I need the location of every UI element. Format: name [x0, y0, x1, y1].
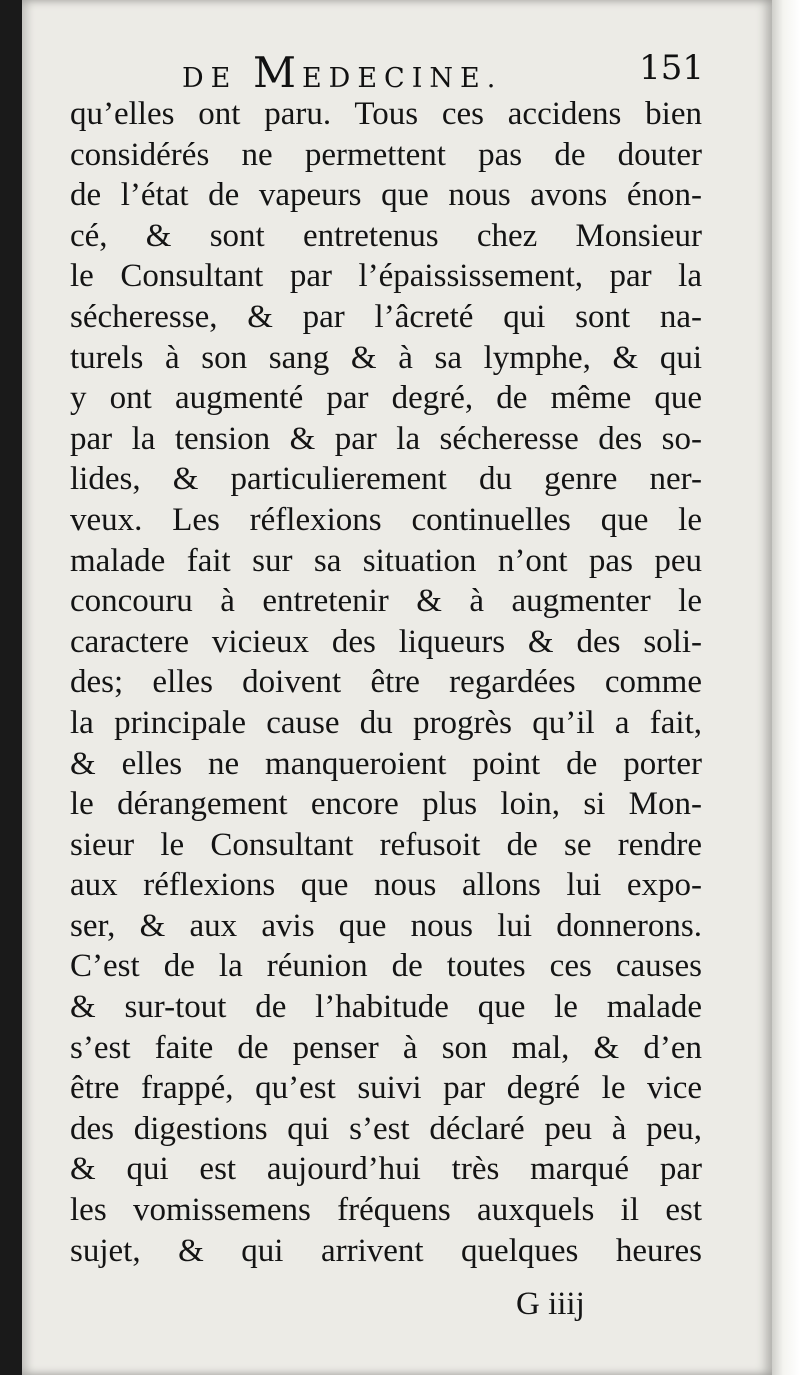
text-line: & qui est aujourd’hui très marqué par	[70, 1151, 702, 1188]
text-line: cé, & sont entretenus chez Monsieur	[70, 217, 702, 254]
text-line: sieur le Consultant refusoit de se rendre	[70, 826, 702, 863]
text-line: & elles ne manqueroient point de porter	[70, 745, 702, 782]
running-head-rest: EDECINE.	[301, 63, 503, 94]
page-header	[70, 38, 710, 97]
running-head-prefix: DE	[182, 63, 253, 94]
text-line: par la tension & par la sécheresse des so-	[70, 420, 702, 457]
text-line: aux réflexions que nous allons lui expo-	[70, 867, 702, 904]
text-line: & sur-tout de l’habitude que le malade	[70, 989, 702, 1026]
text-line: ser, & aux avis que nous lui donnerons.	[70, 907, 702, 944]
page-edge	[772, 0, 800, 1375]
text-line: s’est faite de penser à son mal, & d’en	[70, 1029, 702, 1066]
text-line: des; elles doivent être regardées comme	[70, 664, 702, 701]
text-line: caractere vicieux des liqueurs & des soli-	[70, 623, 702, 660]
text-line: C’est de la réunion de toutes ces causes	[70, 948, 702, 985]
text-line: considérés ne permettent pas de douter	[70, 136, 702, 173]
text-line: turels à son sang & à sa lymphe, & qui	[70, 339, 702, 376]
text-line: y ont augmenté par degré, de même que	[70, 380, 702, 417]
text-line: veux. Les réflexions continuelles que le	[70, 501, 702, 538]
text-line: sujet, & qui arrivent quelques heures	[70, 1232, 702, 1269]
text-line: lides, & particulierement du genre ner-	[70, 461, 702, 498]
text-line: de l’état de vapeurs que nous avons énon-	[70, 177, 702, 214]
text-line: qu’elles ont paru. Tous ces accidens bien	[70, 96, 702, 132]
text-line: sécheresse, & par l’âcreté qui sont na-	[70, 298, 702, 335]
text-line: malade fait sur sa situation n’ont pas peu	[70, 542, 702, 579]
text-line: être frappé, qu’est suivi par degré le vice	[70, 1070, 702, 1107]
text-line: des digestions qui s’est déclaré peu à peu,	[70, 1110, 702, 1147]
text-line: le dérangement encore plus loin, si Mon-	[70, 786, 702, 823]
text-line: les vomissemens fréquens auxquels il est	[70, 1192, 702, 1229]
running-head	[182, 48, 502, 97]
text-line: concouru à entretenir & à augmenter le	[70, 583, 702, 620]
body-text	[70, 94, 702, 1271]
running-head-initial: M	[252, 48, 302, 97]
text-line: le Consultant par l’épaississement, par la	[70, 258, 702, 295]
page-number: 151	[639, 48, 704, 88]
signature-mark: G iiij	[516, 1286, 585, 1322]
text-line: la principale cause du progrès qu’il a fait,	[70, 704, 702, 741]
